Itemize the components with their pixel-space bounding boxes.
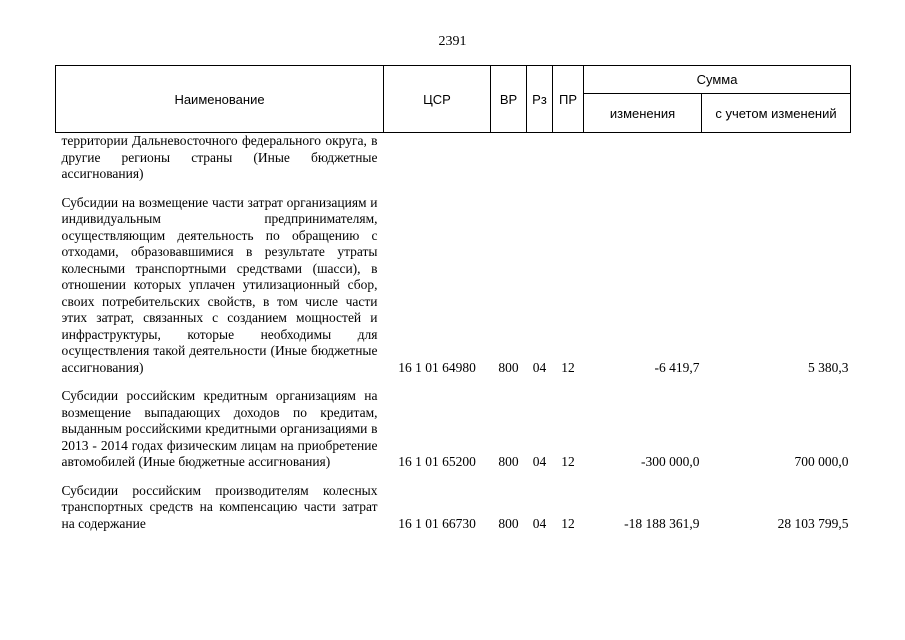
row-vr: 800: [498, 359, 519, 375]
row-total: 700 000,0: [794, 454, 849, 469]
row-pr: 12: [561, 454, 575, 469]
row-pr: [553, 133, 584, 183]
row-csr: 16 1 01 66730: [398, 515, 476, 531]
header-with-changes: с учетом изменений: [702, 94, 851, 133]
row-vr: [491, 133, 527, 183]
page-number: 2391: [438, 34, 467, 49]
row-name: Субсидии российским кредитным организациям на возмещение выпадающих доходов по кредитам, выданным российскими кредитными организациями в 2013 - 2014 годах физическим лицам на приобретение автомобилей (Иные бюджетные ассигнования): [61, 388, 378, 469]
header-changes: изменения: [584, 94, 702, 133]
row-pr: 12: [561, 515, 575, 531]
header-sum: Сумма: [584, 66, 851, 94]
row-rz: 04: [532, 454, 547, 469]
row-rz: [527, 133, 553, 183]
table-row: [56, 195, 851, 377]
row-changes: -6 419,7: [654, 359, 700, 375]
row-rz: 04: [532, 359, 547, 375]
header-vr: ВР: [491, 66, 527, 133]
row-rz: 04: [532, 515, 547, 531]
row-name: территории Дальневосточного федерального округа, в другие регионы страны (Иные бюджетные ассигнования): [61, 133, 378, 181]
row-total: [702, 133, 851, 183]
budget-table: [55, 65, 851, 532]
row-csr: 16 1 01 64980: [398, 359, 476, 375]
row-vr: 800: [498, 454, 519, 469]
header-name: Наименование: [56, 66, 384, 133]
row-vr: 800: [498, 515, 519, 531]
row-changes: -18 188 361,9: [624, 515, 700, 531]
row-name: Субсидии российским производителям колесных транспортных средств на компенсацию части затрат на содержание: [61, 482, 378, 531]
row-name: Субсидии на возмещение части затрат организациям и индивидуальным предпринимателям, осуществляющим деятельность по обращению с отходами, образовавшимися в результате утраты колесными транспортными средствами (шасси), в отношении которых уплачен утилизационный сбор, своих потребительских свойств, в том числе части этих затрат, связанных с созданием мощностей и инфраструктуры, которые необходимы для осуществления такой деятельности (Иные бюджетные ассигнования): [61, 194, 378, 375]
header-pr: ПР: [553, 66, 584, 133]
row-pr: 12: [561, 359, 575, 375]
table-row: [56, 388, 851, 471]
table-header: [56, 66, 851, 133]
table-row: [56, 483, 851, 533]
row-total: 5 380,3: [808, 359, 849, 375]
row-csr: 16 1 01 65200: [398, 454, 476, 469]
row-total: 28 103 799,5: [777, 515, 849, 531]
row-csr: [384, 133, 491, 183]
header-rz: Рз: [527, 66, 553, 133]
row-changes: [584, 133, 702, 183]
row-changes: -300 000,0: [641, 454, 700, 469]
table-row: [56, 133, 851, 183]
header-csr: ЦСР: [384, 66, 491, 133]
